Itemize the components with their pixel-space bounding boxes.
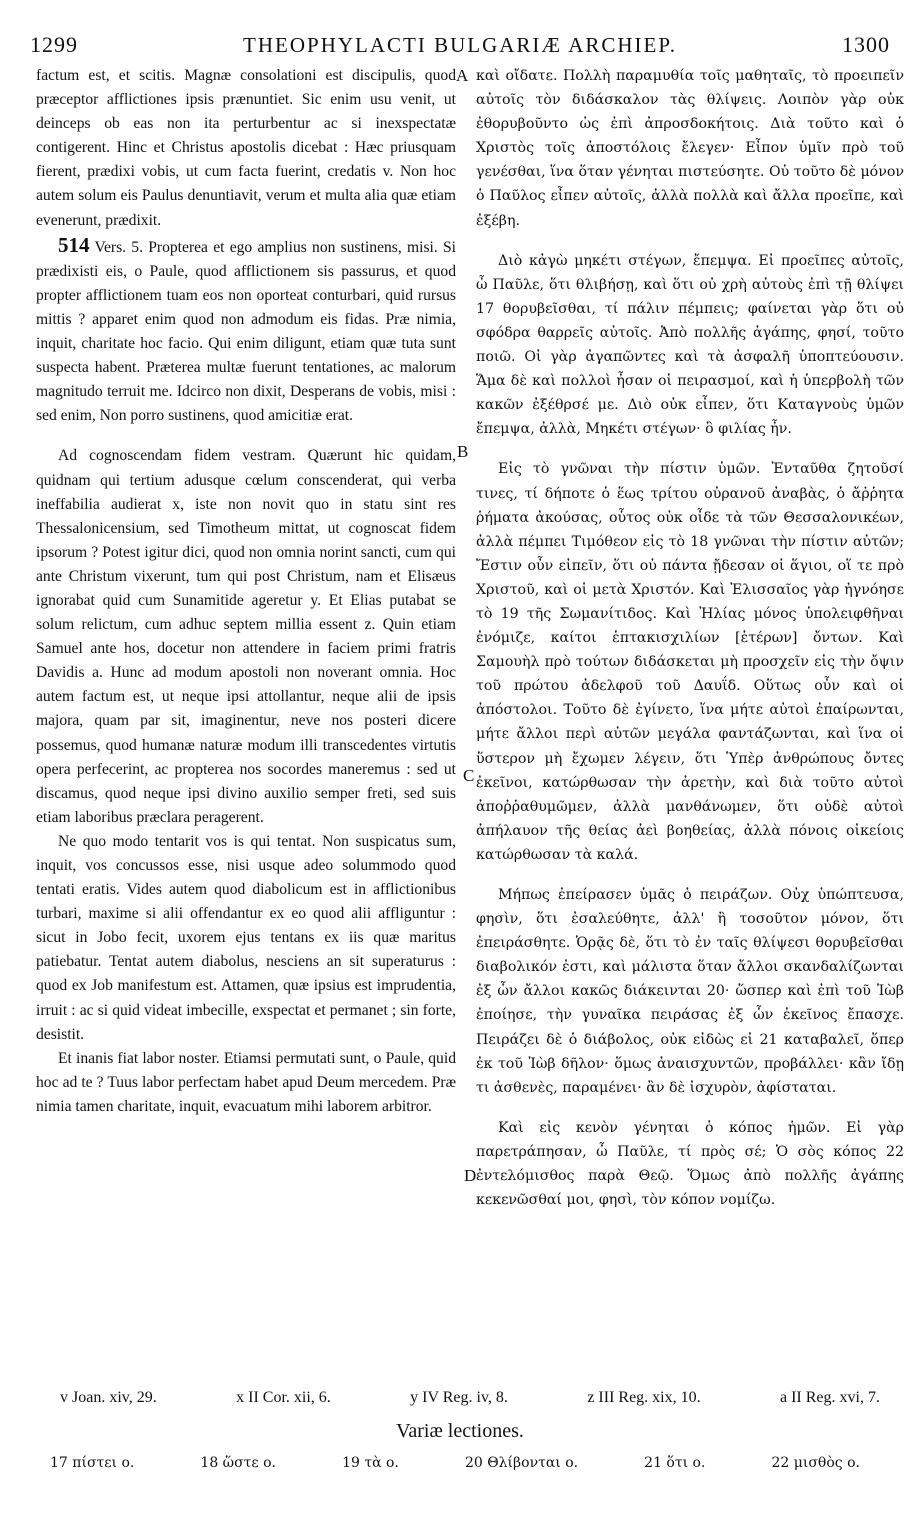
greek-paragraph-5: Καὶ εἰς κενὸν γένηται ὁ κόπος ἡμῶν. Εἰ γὰρ παρετράπησαν, ὦ Παῦλε, τί πρὸς σέ; Ὁ σὸς κόπος 22 ἐντελόμισθος παρὰ Θεῷ. Ὅμως ἀπὸ πολλῆς ἀγάπης κεκενῶσθαί μοι, φησὶ, τὸν κόπον νομίζω. — [476, 1119, 904, 1209]
footnotes — [60, 1389, 880, 1407]
footnote-y: y IV Reg. iv, 8. — [410, 1389, 508, 1406]
margin-letter-d: D — [464, 1166, 477, 1185]
latin-paragraph-5: Et inanis fiat labor noster. Etiamsi permutati sunt, o Paule, quid hoc ad te ? Tuus labor perfectam habet apud Deum mercedem. Præ nimia tamen charitate, inquit, evacuatum mihi laborem arbitror. — [36, 1049, 456, 1115]
latin-column — [36, 64, 456, 1119]
greek-paragraph-2: Διὸ κἀγὼ μηκέτι στέγων, ἔπεμψα. Εἰ προεῖπες αὐτοῖς, ὦ Παῦλε, ὅτι θλιβήσῃ, καὶ ὅτι οὐ χρὴ αὐτοὺς ἐπὶ τῇ θλίψει 17 θορυβεῖσθαι, τί πάλιν πέμπεις; φαίνεται γὰρ ὅτι οὐ σφόδρα θαρρεῖς αὐτοῖς. Ἀπὸ πολλῆς ἀγάπης, φησί, τοῦτο ποιῶ. Οἱ γὰρ ἀγαπῶντες καὶ τὰ ἀσφαλῆ ὑποπτεύουσιν. Ἅμα δὲ καὶ πολλοὶ ἦσαν οἱ πειρασμοί, καὶ ἡ ὑπερβολὴ τῶν κακῶν ἐξέθρσέ με. Διὸ οὐκ εἶπεν, ὅτι Καταγνοὺς ὑμῶν ἔπεμψα, ἀλλὰ, Μηκέτι στέγων· ὃ φιλίας ἦν. — [476, 252, 904, 438]
latin-paragraph-2-text: Vers. 5. Propterea et ego amplius non sustinens, misi. Si prædixisti eis, o Paule, quod afflictionem sis passurus, et quod propter afflictionem tuam eos non oporteat conturbari, quid rursus mittis ? apparet enim quod non admodum eis fidas. Præ nimia, inquit, charitate hoc facio. Qui enim diligunt, etiam quæ tuta sunt suspecta habent. Præterea multæ fuerunt tentationes, ac malorum magnitudo terruit me. Idcirco non dixit, Desperans de vobis, misi : sed enim, Non porro sustinens, quod amicitiæ erat. — [36, 238, 456, 425]
variant-22: 22 μισθὸς ο. — [771, 1455, 860, 1471]
variae-lectiones-title: Variæ lectiones. — [396, 1420, 524, 1442]
running-title: THEOPHYLACTI BULGARIÆ ARCHIEP. — [243, 32, 677, 57]
running-header — [30, 32, 890, 58]
margin-letter-c: C — [463, 766, 475, 785]
variant-19: 19 τὰ ο. — [342, 1455, 399, 1471]
right-page-number: 1300 — [842, 32, 890, 57]
latin-paragraph-4: Ne quo modo tentarit vos is qui tentat. Non suspicatus sum, inquit, vos concussos esse, nisi usque adeo solummodo quod tentati eratis. Vides autem quod diabolicum est in afflictionibus turbari, maxime si alii offendantur ex eo quod alii affliguntur : sicut in Jobo fecit, uxorem ejus tentans ex iis quæ maritus patiebatur. Tentat autem diabolus, nesciens an sit superaturus : quod ex Job manifestum est. Attamen, quæ ipsius est imprudentia, irruit : ac si quid videat imbecille, exspectat et permanet ; sin forte, desistit. — [36, 832, 456, 1043]
section-number: 514 — [58, 232, 90, 257]
variant-20: 20 Θλίβονται ο. — [464, 1455, 579, 1471]
footnote-a: a II Reg. xvi, 7. — [780, 1389, 880, 1406]
greek-paragraph-4: Μήπως ἐπείρασεν ὑμᾶς ὁ πειράζων. Οὐχ ὑπώπτευσα, φησὶν, ὅτι ἐσαλεύθητε, ἀλλ' ἢ τοσοῦτον μόνον, ὅτι ἐπειράσθητε. Ὁρᾷς δὲ, ὅτι τὸ ἐν ταῖς θλίψεσι θορυβεῖσθαι διαβολικόν ἐστι, καὶ μάλιστα ὅταν ἄλλοι σκανδαλίζωνται ἐξ ὧν ἄλλοι κακῶς διάκεινται 20· ὥσπερ καὶ ἐπὶ τοῦ Ἰὼβ ἐποίησε, τὴν γυναῖκα πειράσας ἐξ ὧν ἐκεῖνος ἔπασχε. Πειράζει δὲ ὁ διάβολος, οὐκ εἰδὼς εἰ 21 καταβαλεῖ, ὅπερ ἐκ τοῦ Ἰὼβ δῆλον· ὅμως ἀναισχυντῶν, προβάλλει· κἂν ἴδῃ τι ἀσθενὲς, παραμένει· ἂν δὲ ἰσχυρὸν, ἀφίσταται. — [476, 887, 904, 1096]
left-page-number: 1299 — [30, 32, 78, 57]
latin-paragraph-3: Ad cognoscendam fidem vestram. Quærunt hic quidam, quidnam qui tertium adusque cœlum conscenderat, qui verba ineffabilia audierat x, iste non novit quo in statu sint res Thessalonicensium, sed Timotheum mittat, ut cognoscat fidem ipsorum ? Potest igitur dici, quod non omnia norint sancti, cum qui ante Christum vixerunt, tum qui post Christum, nam et Elisæus ignorabat quid cum Sunamitide ageretur y. Et Elias putabat se solum relictum, cum adhuc septem millia essent z. Quin etiam Samuel ante hos, docetur non attendere in faciem primi fratris Davidis a. Hunc ad modum apostoli non noverant omnia. Hoc autem factum est, ut neque ipsi attollantur, neque alii de ipsis majora, quam par sit, imaginentur, neve nos posteri dicere possemus, quod humanæ naturæ modum illi transcedentes virtutis opera perfecerint, ac propterea nos socordes maneremus : sed ut discamus, quod neque ipsi divino auxilio semper freti, sed suis etiam laboribus præclara peragerent. — [36, 447, 456, 826]
greek-paragraph-1: καὶ οἴδατε. Πολλὴ παραμυθία τοῖς μαθηταῖς, τὸ προειπεῖν αὐτοῖς τὸν διδάσκαλον τὰς θλίψεις. Λοιπὸν γὰρ οὐκ ἐθορυβοῦντο ὡς ἐπὶ ἀπροσδοκήτοις. Διὰ τοῦτο καὶ ὁ Χριστὸς τοῖς ἀποστόλοις ἔλεγεν· Εἶπον ὑμῖν πρὸ τοῦ γενέσθαι, ἵνα ὅταν γένηται πιστεύσητε. Οὐ τοῦτο δὲ μόνον ὁ Παῦλος εἶπεν αὐτοῖς, ἀλλὰ πολλὰ καὶ ἄλλα προεῖπε, καὶ ἐξέβη. — [476, 68, 904, 229]
variant-21: 21 ὅτι ο. — [644, 1455, 706, 1471]
greek-column — [476, 64, 904, 1212]
variae-lectiones — [50, 1455, 860, 1471]
footnote-x: x II Cor. xii, 6. — [236, 1389, 331, 1406]
footnote-v: v Joan. xiv, 29. — [60, 1389, 157, 1406]
greek-paragraph-3: Εἰς τὸ γνῶναι τὴν πίστιν ὑμῶν. Ἐνταῦθα ζητοῦσί τινες, τί δήποτε ὁ ἕως τρίτου οὐρανοῦ ἀναβὰς, ὁ ἄῤῥητα ῥήματα ἀκούσας, οὗτος οὐκ οἶδε τὰ τῶν Θεσσαλονικέων, ἀλλὰ πέμπει Τιμόθεον εἰς τὸ 18 γνῶναι τὴν πίστιν αὐτῶν; Ἔστιν οὖν εἰπεῖν, ὅτι οὐ πάντα ᾔδεσαν οἱ ἅγιοι, οἵ τε πρὸ Χριστοῦ, καὶ οἱ μετὰ Χριστόν. Καὶ Ἐλισσαῖος γὰρ ἠγνόησε τὸ 19 τῆς Σωμανίτιδος. Καὶ Ἠλίας μόνος ὑπολειφθῆναι ἐνόμιζε, καίτοι ἑπτακισχιλίων [ἑτέρων] ὄντων. Καὶ Σαμουὴλ πρὸ τούτων διδάσκεται μὴ προσχεῖν εἰς τὴν ὄψιν τοῦ πρώτου ἀδελφοῦ τοῦ Δαυΐδ. Οὕτως οὖν καὶ οἱ ἀπόστολοι. Τοῦτο δὲ ἐγίνετο, ἵνα μήτε αὐτοὶ ἐπαίρωνται, μήτε ἄλλοι περὶ αὐτῶν μεγάλα φαντάζωνται, καὶ ἵνα οἱ ὕστερον μὴ ἔχωμεν λέγειν, ὅτι Ὑπὲρ ἀνθρώπους ὄντες ἐκεῖνοι, κατώρθωσαν τὴν ἀρετὴν, καὶ διὰ τοῦτο αὐτοὶ ἀποῤῥαθυμῶμεν, ἀλλὰ μανθάνωμεν, ὅτι οὐδὲ αὐτοὶ ἀπήλαυον τῆς θείας ἀεὶ βοηθείας, ἀλλὰ πόνοις οἰκείοις κατώρθωσαν τὰ καλά. — [476, 461, 904, 863]
footnote-z: z III Reg. xix, 10. — [587, 1389, 701, 1406]
variant-17: 17 πίστει ο. — [50, 1455, 135, 1471]
variant-18: 18 ὥστε ο. — [200, 1455, 276, 1471]
latin-paragraph-2 — [36, 233, 456, 429]
latin-paragraph-1: factum est, et scitis. Magnæ consolationi est discipulis, quod præceptor afflictiones ipsis prænuntiet. Sic enim usu venit, ut deinceps ob eas non ita perturbentur ac si inexspectatæ contigerent. Hinc et Christus apostolis dicebat : Hæc priusquam fierent, prædixi vobis, ut cum facta fuerint, credatis v. Non hoc autem solum eis Paulus denuntiavit, verum et multa alia quæ etiam evenerunt, prædixit. — [36, 67, 456, 229]
margin-letter-b: B — [457, 442, 469, 461]
margin-letter-a: A — [456, 66, 469, 85]
